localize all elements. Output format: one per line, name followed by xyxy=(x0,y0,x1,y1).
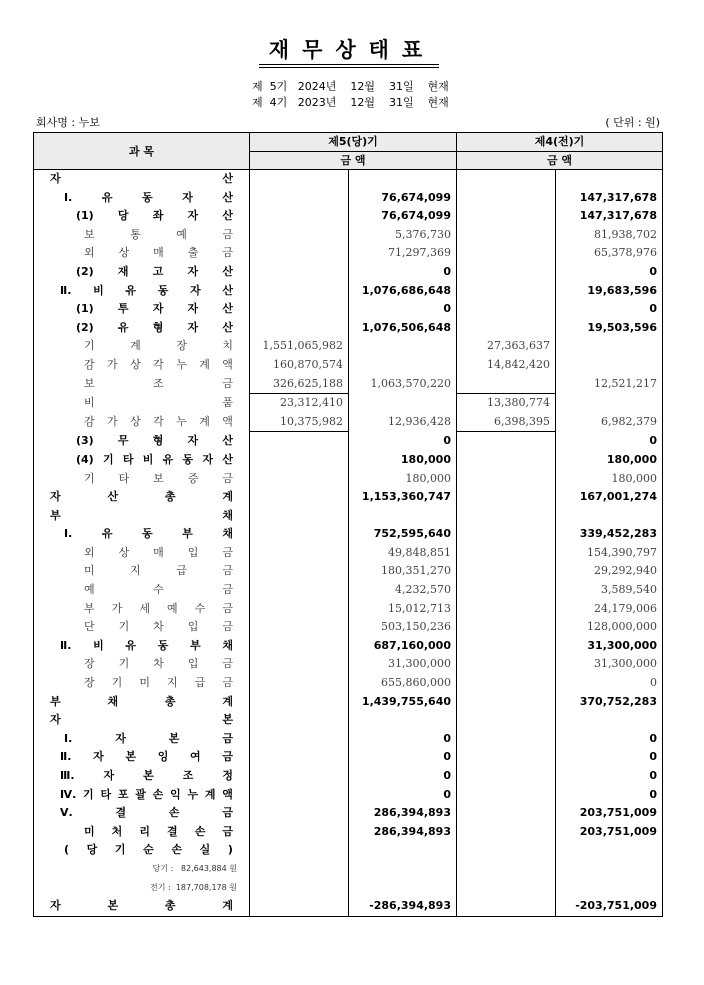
amount-cell: 0 xyxy=(556,432,663,451)
account-label-cell xyxy=(34,525,250,544)
table-row xyxy=(34,786,663,805)
amount-cell: 31,300,000 xyxy=(556,637,663,656)
amount-cell: 655,860,000 xyxy=(349,674,457,693)
amount-cell xyxy=(556,394,663,413)
amount-cell: 687,160,000 xyxy=(349,637,457,656)
amount-cell: 0 xyxy=(556,748,663,767)
amount-cell xyxy=(457,730,556,749)
account-label: 미 처 리 결 손 금 xyxy=(84,824,233,838)
amount-cell: 180,000 xyxy=(556,451,663,470)
amount-cell: 31,300,000 xyxy=(349,655,457,674)
amount-cell xyxy=(457,282,556,301)
amount-cell xyxy=(250,470,349,489)
table-row xyxy=(34,544,663,563)
amount-cell xyxy=(457,226,556,245)
amount-cell xyxy=(250,786,349,805)
account-label: Ⅱ. 비 유 동 자 산 xyxy=(60,283,233,297)
account-label: 장 기 미 지 급 금 xyxy=(84,676,233,690)
amount-cell xyxy=(250,655,349,674)
amount-cell xyxy=(457,674,556,693)
amount-cell: 10,375,982 xyxy=(250,413,349,432)
amount-cell xyxy=(457,170,556,189)
amount-cell xyxy=(556,860,663,879)
account-label-cell xyxy=(34,375,250,394)
amount-cell: 0 xyxy=(556,263,663,282)
account-label-cell xyxy=(34,767,250,786)
amount-cell xyxy=(457,544,556,563)
amount-cell: 147,317,678 xyxy=(556,207,663,226)
amount-cell: 13,380,774 xyxy=(487,396,550,410)
table-row xyxy=(34,674,663,693)
amount-cell xyxy=(250,767,349,786)
account-label: 부 가 세 예 수 금 xyxy=(84,601,233,615)
account-label-cell xyxy=(34,451,250,470)
account-label-cell xyxy=(34,711,250,730)
account-label: 기 타 보 증 금 xyxy=(84,471,233,485)
amount-cell: 128,000,000 xyxy=(556,618,663,637)
amount-cell xyxy=(457,375,556,394)
amount-cell: 23,312,410 xyxy=(280,396,343,410)
amount-cell xyxy=(349,394,457,413)
account-label-cell xyxy=(34,804,250,823)
account-label-cell xyxy=(34,189,250,208)
account-label: 감 가 상 각 누 계 액 xyxy=(84,414,233,428)
amount-cell: 81,938,702 xyxy=(556,226,663,245)
amount-cell xyxy=(250,525,349,544)
amount-cell xyxy=(457,319,556,338)
account-label-cell xyxy=(34,226,250,245)
account-label-cell xyxy=(34,282,250,301)
account-label: 자 산 총 계 xyxy=(50,490,233,504)
account-label: 자 본 xyxy=(50,713,233,727)
amount-cell: 370,752,283 xyxy=(556,693,663,712)
account-label: 예 수 금 xyxy=(84,583,233,597)
account-label: (4) 기 타 비 유 동 자 산 xyxy=(76,452,233,466)
amount-cell xyxy=(457,897,556,916)
amount-cell xyxy=(457,711,556,730)
table-row xyxy=(34,337,663,356)
amount-cell xyxy=(349,170,457,189)
amount-cell xyxy=(457,786,556,805)
amount-cell: 167,001,274 xyxy=(556,488,663,507)
account-label-cell xyxy=(34,823,250,842)
amount-cell xyxy=(349,337,457,356)
table-row xyxy=(34,507,663,526)
account-label: (3) 무 형 자 산 xyxy=(76,434,233,448)
note-text: 전기 : 187,708,178 원 xyxy=(150,882,237,892)
account-label: Ⅲ. 자 본 조 정 xyxy=(60,769,233,782)
amount-cell: 14,842,420 xyxy=(487,357,550,371)
table-row xyxy=(34,581,663,600)
amount-cell: 0 xyxy=(349,432,457,451)
amount-cell xyxy=(250,637,349,656)
current-period-header: 제5(당)기 xyxy=(250,133,457,152)
table-row xyxy=(34,282,663,301)
account-label-cell xyxy=(34,562,250,581)
amount-cell xyxy=(457,618,556,637)
amount-cell: 1,551,065,982 xyxy=(262,339,343,353)
amount-cell xyxy=(250,618,349,637)
account-label-cell xyxy=(34,618,250,637)
amount-cell xyxy=(457,860,556,879)
amount-cell xyxy=(556,841,663,860)
amount-cell xyxy=(250,282,349,301)
amount-cell xyxy=(250,730,349,749)
table-row xyxy=(34,319,663,338)
account-label-cell xyxy=(34,600,250,619)
amount-cell xyxy=(556,711,663,730)
account-label: 감 가 상 각 누 계 액 xyxy=(84,357,233,371)
amount-cell: 752,595,640 xyxy=(349,525,457,544)
amount-cell xyxy=(457,507,556,526)
amount-cell xyxy=(250,263,349,282)
prior-period: 제 4기 2023년 12월 31일 현재 xyxy=(252,96,449,109)
table-row xyxy=(34,432,663,451)
table-row xyxy=(34,244,663,263)
amount-cell xyxy=(349,879,457,898)
amount-cell xyxy=(457,451,556,470)
amount-cell: 147,317,678 xyxy=(556,189,663,208)
amount-cell: 1,063,570,220 xyxy=(349,375,457,394)
amount-cell xyxy=(457,432,556,451)
amount-cell: 12,521,217 xyxy=(556,375,663,394)
amount-cell: 1,439,755,640 xyxy=(349,693,457,712)
amount-cell xyxy=(457,581,556,600)
account-label: 미 지 급 금 xyxy=(84,564,233,578)
amount-cell: 286,394,893 xyxy=(349,823,457,842)
table-row xyxy=(34,804,663,823)
amount-cell xyxy=(457,562,556,581)
account-label: 부 채 xyxy=(50,508,233,522)
table-row xyxy=(34,879,663,898)
amount-cell: 29,292,940 xyxy=(556,562,663,581)
account-label-cell xyxy=(34,786,250,805)
account-label: 기 계 장 치 xyxy=(84,339,233,353)
amount-cell: 5,376,730 xyxy=(349,226,457,245)
amount-cell: 503,150,236 xyxy=(349,618,457,637)
amount-cell xyxy=(250,693,349,712)
account-label-cell xyxy=(34,263,250,282)
amount-cell xyxy=(457,488,556,507)
account-label: Ⅱ. 자 본 잉 여 금 xyxy=(60,750,233,764)
account-label: 단 기 차 입 금 xyxy=(84,620,233,634)
amount-cell xyxy=(250,823,349,842)
current-period: 제 5기 2024년 12월 31일 현재 xyxy=(252,80,449,93)
table-row xyxy=(34,356,663,375)
account-label-cell xyxy=(34,897,250,916)
account-label: 장 기 차 입 금 xyxy=(84,657,233,671)
account-label-cell xyxy=(34,655,250,674)
amount-cell xyxy=(349,507,457,526)
amount-cell: 0 xyxy=(349,730,457,749)
table-row xyxy=(34,226,663,245)
amount-cell: 203,751,009 xyxy=(556,804,663,823)
account-label: 자 본 총 계 xyxy=(50,899,233,913)
amount-cell xyxy=(457,804,556,823)
account-label-cell xyxy=(34,207,250,226)
table-row xyxy=(34,470,663,489)
amount-cell: 203,751,009 xyxy=(556,823,663,842)
account-label xyxy=(34,879,249,898)
amount-cell: 24,179,006 xyxy=(556,600,663,619)
account-label-cell xyxy=(34,432,250,451)
amount-cell: 160,870,574 xyxy=(273,357,343,371)
amount-cell xyxy=(250,319,349,338)
amount-cell: 1,076,686,648 xyxy=(349,282,457,301)
account-label: Ⅰ. 유 동 자 산 xyxy=(64,190,233,204)
amount-cell xyxy=(556,337,663,356)
account-label-cell xyxy=(34,637,250,656)
amount-cell xyxy=(349,356,457,375)
table-row xyxy=(34,375,663,394)
amount-cell xyxy=(457,470,556,489)
title-underline xyxy=(259,64,439,65)
amount-cell xyxy=(250,226,349,245)
account-label-cell xyxy=(34,356,250,375)
account-label-cell xyxy=(34,841,250,860)
account-label-cell xyxy=(34,244,250,263)
amount-cell: 180,000 xyxy=(349,451,457,470)
amount-cell: 286,394,893 xyxy=(349,804,457,823)
amount-cell: 76,674,099 xyxy=(349,207,457,226)
amount-cell: 0 xyxy=(556,674,663,693)
amount-cell: -286,394,893 xyxy=(349,897,457,916)
account-label: Ⅰ. 자 본 금 xyxy=(64,731,233,745)
amount-cell xyxy=(250,748,349,767)
table-row xyxy=(34,170,663,189)
table-row xyxy=(34,693,663,712)
account-label-cell xyxy=(34,860,250,879)
amount-cell: 12,936,428 xyxy=(349,413,457,432)
amount-cell xyxy=(457,244,556,263)
table-row xyxy=(34,562,663,581)
unit-label: ( 단위 : 원) xyxy=(605,116,660,129)
amount-cell xyxy=(349,860,457,879)
account-label-cell xyxy=(34,413,250,432)
account-label-cell xyxy=(34,507,250,526)
account-header: 과 목 xyxy=(34,133,250,170)
amount-cell xyxy=(250,581,349,600)
table-row xyxy=(34,860,663,879)
table-row xyxy=(34,618,663,637)
amount-cell xyxy=(457,637,556,656)
account-label-cell xyxy=(34,693,250,712)
amount-cell xyxy=(556,879,663,898)
amount-cell xyxy=(250,189,349,208)
amount-cell: 3,589,540 xyxy=(556,581,663,600)
amount-cell xyxy=(457,525,556,544)
amount-cell xyxy=(457,879,556,898)
amount-cell: 0 xyxy=(349,786,457,805)
table-row xyxy=(34,413,663,432)
table-row xyxy=(34,823,663,842)
amount-cell: 19,503,596 xyxy=(556,319,663,338)
amount-cell xyxy=(250,562,349,581)
amount-cell xyxy=(250,207,349,226)
amount-cell: -203,751,009 xyxy=(556,897,663,916)
table-row xyxy=(34,711,663,730)
amount-cell xyxy=(556,356,663,375)
amount-cell: 31,300,000 xyxy=(556,655,663,674)
amount-cell: 4,232,570 xyxy=(349,581,457,600)
account-label-cell xyxy=(34,879,250,898)
amount-cell xyxy=(250,674,349,693)
account-label: Ⅳ. 기 타 포 괄 손 익 누 계 액 xyxy=(60,787,233,801)
amount-cell xyxy=(250,711,349,730)
amount-cell: 326,625,188 xyxy=(250,375,349,394)
amount-cell xyxy=(250,244,349,263)
amount-cell xyxy=(250,600,349,619)
amount-cell: 180,351,270 xyxy=(349,562,457,581)
amount-cell: 27,363,637 xyxy=(487,339,550,353)
amount-cell xyxy=(457,189,556,208)
amount-cell: 65,378,976 xyxy=(556,244,663,263)
amount-cell xyxy=(250,804,349,823)
account-label: Ⅱ. 비 유 동 부 채 xyxy=(60,638,233,652)
account-label: 보 조 금 xyxy=(84,376,233,390)
table-row xyxy=(34,767,663,786)
table-row xyxy=(34,525,663,544)
current-amount-header: 금 액 xyxy=(250,151,457,170)
amount-cell xyxy=(349,711,457,730)
account-label: 자 산 xyxy=(50,172,233,185)
amount-cell: 15,012,713 xyxy=(349,600,457,619)
statement-title: 재무상태표 xyxy=(268,38,436,62)
amount-cell: 1,076,506,648 xyxy=(349,319,457,338)
table-row xyxy=(34,263,663,282)
account-label-cell xyxy=(34,581,250,600)
amount-cell xyxy=(457,600,556,619)
account-label-cell xyxy=(34,748,250,767)
table-row xyxy=(34,637,663,656)
amount-cell: 19,683,596 xyxy=(556,282,663,301)
amount-cell xyxy=(457,767,556,786)
table-row xyxy=(34,300,663,319)
table-row xyxy=(34,451,663,470)
amount-cell xyxy=(457,655,556,674)
amount-cell: 180,000 xyxy=(556,470,663,489)
account-label: 보 통 예 금 xyxy=(84,227,233,241)
amount-cell xyxy=(556,507,663,526)
amount-cell xyxy=(457,841,556,860)
amount-cell: 0 xyxy=(349,263,457,282)
table-row xyxy=(34,897,663,916)
amount-cell xyxy=(349,841,457,860)
account-label: 부 채 총 계 xyxy=(50,694,233,708)
table-row xyxy=(34,730,663,749)
account-label: Ⅰ. 유 동 부 채 xyxy=(64,527,233,541)
amount-cell xyxy=(250,879,349,898)
amount-cell xyxy=(457,823,556,842)
amount-cell xyxy=(457,693,556,712)
account-label: ( 당 기 순 손 실 ) xyxy=(64,843,233,857)
amount-cell xyxy=(250,507,349,526)
amount-cell: 0 xyxy=(556,730,663,749)
amount-cell xyxy=(250,488,349,507)
table-row xyxy=(34,189,663,208)
table-row xyxy=(34,600,663,619)
amount-cell xyxy=(457,748,556,767)
amount-cell xyxy=(457,300,556,319)
account-label: 외 상 매 출 금 xyxy=(84,246,233,260)
amount-cell: 76,674,099 xyxy=(349,189,457,208)
account-label-cell xyxy=(34,544,250,563)
table-row xyxy=(34,207,663,226)
table-row xyxy=(34,655,663,674)
account-label: (2) 재 고 자 산 xyxy=(76,264,233,278)
amount-cell: 6,982,379 xyxy=(556,413,663,432)
amount-cell: 339,452,283 xyxy=(556,525,663,544)
amount-cell xyxy=(250,897,349,916)
amount-cell xyxy=(250,544,349,563)
amount-cell: 0 xyxy=(556,767,663,786)
balance-sheet-table xyxy=(33,132,663,917)
amount-cell: 6,398,395 xyxy=(457,413,556,432)
amount-cell xyxy=(250,432,349,451)
account-label-cell xyxy=(34,337,250,356)
amount-cell xyxy=(457,207,556,226)
amount-cell xyxy=(250,300,349,319)
account-label-cell xyxy=(34,319,250,338)
amount-cell: 0 xyxy=(556,786,663,805)
account-label-cell xyxy=(34,300,250,319)
account-label-cell xyxy=(34,674,250,693)
account-label xyxy=(34,860,249,879)
table-row xyxy=(34,394,663,413)
account-label: (2) 유 형 자 산 xyxy=(76,320,233,334)
account-label-cell xyxy=(34,730,250,749)
amount-cell: 1,153,360,747 xyxy=(349,488,457,507)
table-row xyxy=(34,488,663,507)
amount-cell xyxy=(250,170,349,189)
title-underline-second xyxy=(259,67,439,68)
amount-cell: 71,297,369 xyxy=(349,244,457,263)
prior-period-header: 제4(전)기 xyxy=(457,133,663,152)
account-label-cell xyxy=(34,170,250,189)
account-label: (1) 당 좌 자 산 xyxy=(76,209,233,223)
prior-amount-header: 금 액 xyxy=(457,151,663,170)
table-row xyxy=(34,748,663,767)
amount-cell: 49,848,851 xyxy=(349,544,457,563)
table-row xyxy=(34,841,663,860)
account-label-cell xyxy=(34,470,250,489)
amount-cell xyxy=(250,860,349,879)
amount-cell: 180,000 xyxy=(349,470,457,489)
amount-cell xyxy=(457,263,556,282)
account-label-cell xyxy=(34,488,250,507)
amount-cell xyxy=(250,841,349,860)
amount-cell: 154,390,797 xyxy=(556,544,663,563)
amount-cell: 0 xyxy=(556,300,663,319)
amount-cell xyxy=(250,451,349,470)
amount-cell xyxy=(556,170,663,189)
account-label: Ⅴ. 결 손 금 xyxy=(60,806,233,820)
amount-cell: 0 xyxy=(349,300,457,319)
account-label: 외 상 매 입 금 xyxy=(84,545,233,559)
account-label: 비 품 xyxy=(84,395,233,409)
amount-cell: 0 xyxy=(349,767,457,786)
amount-cell: 0 xyxy=(349,748,457,767)
account-label-cell xyxy=(34,394,250,413)
company-name: 회사명 : 누보 xyxy=(36,116,100,129)
note-text: 당기 : 82,643,884 원 xyxy=(152,863,237,873)
account-label: (1) 투 자 자 산 xyxy=(76,302,233,316)
